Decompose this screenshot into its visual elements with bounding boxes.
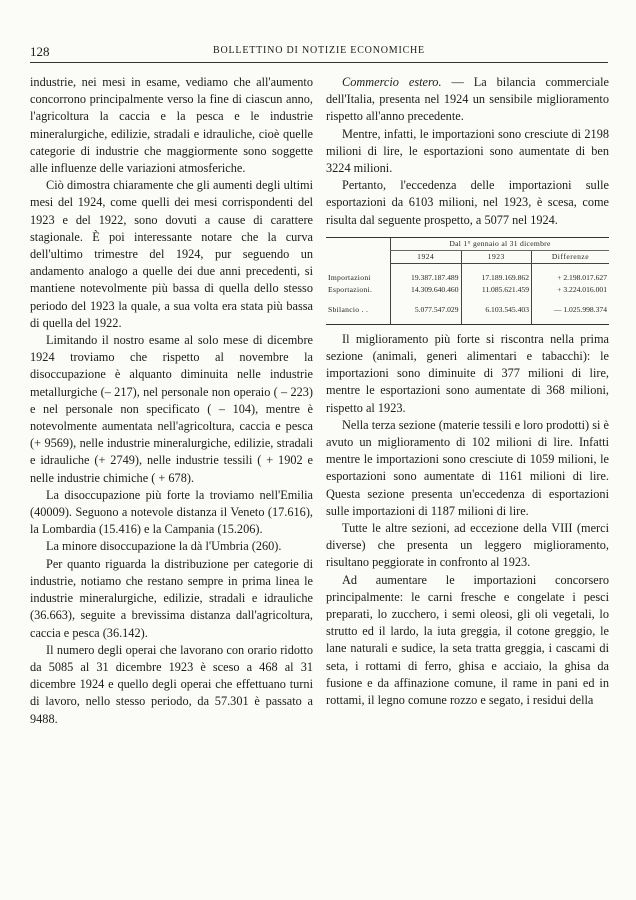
table-row (326, 272, 609, 284)
value-diff: — 1.025.998.374 (532, 304, 610, 316)
left-paragraph: La disoccupazione più forte la troviamo nell'Emilia (40009). Seguono a notevole distanza il Veneto (17.616), la Lombardia (15.416) e la Campania (15.206). (30, 487, 313, 537)
value-1924: 19.387.187.489 (391, 272, 462, 284)
column-header: Differenze (532, 250, 610, 263)
left-paragraph: Ciò dimostra chiaramente che gli aumenti degli ultimi mesi del 1924, come quelli dei mesi corrispondenti del 1923 e del 1922, sono dovuti a cause di carattere stagionale. È poi interessante notare che la curva dell'ultimo trimestre del 1924, pur seguendo un andamento analogo a quelle dei due anni precedenti, si mantiene notevolmente più bassa di quella dello stesso periodo del 1923 la quale, a sua volta era stata più bassa di quella del 1922. (30, 178, 313, 330)
value-diff: + 2.198.017.627 (532, 272, 610, 284)
trade-balance-table (326, 237, 609, 325)
left-column (30, 74, 313, 728)
balance-row (326, 304, 609, 316)
value-diff: + 3.224.016.001 (532, 284, 610, 296)
right-paragraph: Il miglioramento più forte si riscontra nella prima sezione (animali, generi alimentari e tabacchi): le importazioni sono diminuite di 377 milioni di lire, mentre le esportazioni sono aumentate di 368 milioni, rispetto al 1923. (326, 331, 609, 415)
page-header (30, 44, 608, 62)
left-paragraph: Limitando il nostro esame al solo mese di dicembre 1924 troviamo che rispetto al novembre la disoccupazione è alquanto diminuita nelle industrie metallurgiche (– 217), nel personale non operaio ( – 223) e nel personale non specificato ( – 104), mentre è notevolmente aumentata nell'agricoltura, caccia e pesca (+ 9569), nelle industrie mineralurgiche, edilizie, stradali e idrauliche (+ 2749), nelle industrie tessili ( + 1902 e nelle industrie chimiche ( + 678). (30, 333, 313, 485)
page-number: 128 (30, 44, 50, 59)
left-paragraph: Il numero degli operai che lavorano con orario ridotto da 5085 al 31 dicembre 1923 è sceso a 468 al 31 dicembre 1924 e quello degli operai che effettuano turni di lavoro, nello stesso periodo, da 57.301 è passato a 9488. (30, 642, 313, 726)
section-heading: Commercio estero. (342, 75, 442, 89)
value-1924: 5.077.547.029 (391, 304, 462, 316)
right-paragraph: Mentre, infatti, le importazioni sono cresciute di 2198 milioni di lire, le esportazioni sono aumentate di ben 3224 milioni. (326, 126, 609, 176)
value-1923: 11.085.621.459 (461, 284, 532, 296)
left-paragraph: La minore disoccupazione la dà l'Umbria (260). (46, 539, 282, 554)
table-group-header: Dal 1° gennaio al 31 dicembre (391, 238, 610, 251)
right-paragraph: Pertanto, l'eccedenza delle importazioni sulle esportazioni da 6103 milioni, nel 1923, è scesa, come risulta dal seguente prospetto, a 5077 nel 1924. (326, 178, 609, 227)
value-1924: 14.309.640.460 (391, 284, 462, 296)
right-paragraph: Nella terza sezione (materie tessili e loro prodotti) si è avuto un miglioramento di 102 milioni di lire. Infatti mentre le importazioni sono cresciute di 1059 milioni, le esportazioni sono aumentate di 1161 milioni di lire. Questa sezione presenta un'eccedenza di esportazioni sulle importazioni di 1187 milioni di lire. (326, 417, 609, 518)
row-label: Esportazioni. (328, 284, 373, 294)
right-column (326, 74, 609, 709)
header-rule (30, 62, 608, 63)
row-label: Importazioni (328, 272, 371, 282)
running-title: BOLLETTINO DI NOTIZIE ECONOMICHE (213, 45, 425, 56)
value-1923: 6.103.545.403 (461, 304, 532, 316)
right-paragraph: Ad aumentare le importazioni concorsero principalmente: le carni fresche e congelate i pesci preparati, lo zucchero, i semi oleosi, gli oli vegetali, lo strutto ed il lardo, la iuta greggia, il cotone greggio, le lane naturali e sudice, la seta tratta greggia, i cascami di seta, i rottami di ferro, ghisa e acciaio, la ghisa da fusione e da affinazione comune, il rame in pani ed in rottami, il legno comune rozzo e segato, i residui della (326, 572, 609, 708)
intro-paragraph (326, 74, 609, 126)
left-paragraph: industrie, nei mesi in esame, vediamo che all'aumento concorrono principalmente verso la fine di ciascun anno, l'agricoltura la caccia e la pesca e le industrie mineralurgiche, edilizie, stradali e idrauliche, cioè quelle categorie di industrie che maggiormente sono soggette alle influenze delle variazioni atmosferiche. (30, 75, 313, 176)
value-1923: 17.189.169.862 (461, 272, 532, 284)
column-header: 1923 (461, 250, 532, 263)
left-paragraph: Per quanto riguarda la distribuzione per categorie di industrie, notiamo che restano sempre in prima linea le industrie mineralurgiche, edilizie, stradali e idrauliche (36.663), seguite a brevissima distanza dall'agricoltura, caccia e pesca (36.142). (30, 556, 313, 640)
row-label: Sbilancio . . (328, 304, 369, 314)
right-paragraph: Tutte le altre sezioni, ad eccezione della VIII (merci diverse) che presenta un leggero miglioramento, risultano peggiorate in confronto al 1923. (326, 521, 609, 570)
column-header: 1924 (391, 250, 462, 263)
intro-text: — La bilancia commerciale dell'Italia, presenta nel 1924 un sensibile miglioramento rispetto all'anno precedente. (326, 75, 610, 124)
table-row (326, 284, 609, 296)
